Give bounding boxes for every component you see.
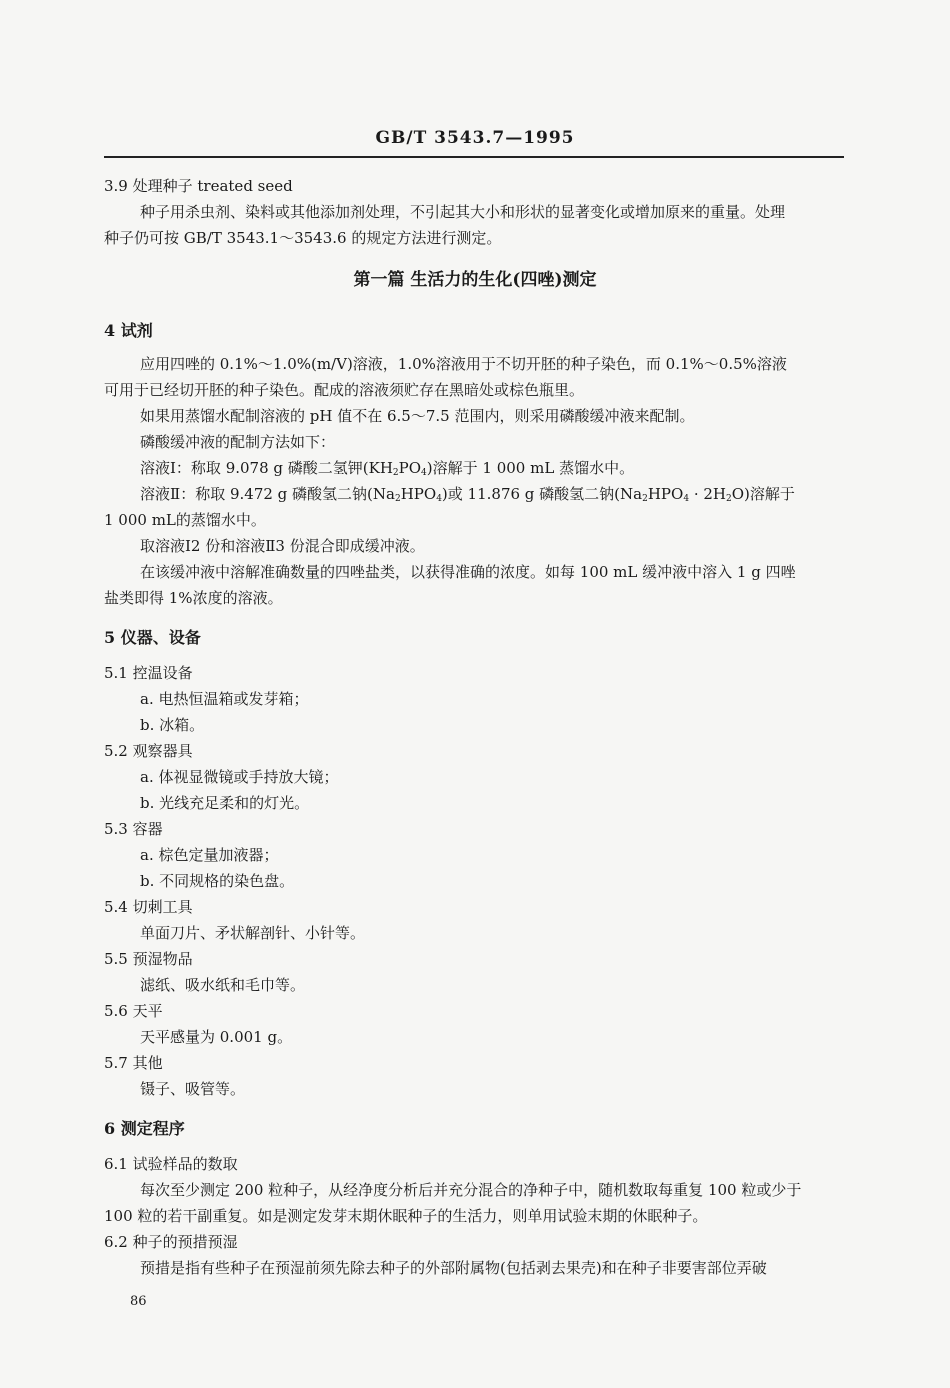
- reagent-line-2: 可用于已经切开胚的种子染色。配成的溶液须贮存在黑暗处或棕色瓶里。: [104, 381, 585, 399]
- section-5-2-heading: 5.2 观察器具: [104, 742, 193, 760]
- list-item: b. 不同规格的染色盘。: [140, 872, 295, 890]
- list-item: a. 棕色定量加液器；: [140, 846, 279, 864]
- section-6-1-line-1: 每次至少测定 200 粒种子，从经净度分析后并充分混合的净种子中，随机数取每重复 100 粒或少于: [140, 1181, 802, 1199]
- section-5-7-heading: 5.7 其他: [104, 1054, 163, 1072]
- section-6-2-heading: 6.2 种子的预措预湿: [104, 1233, 238, 1251]
- part-title: 第一篇 生活力的生化(四唑)测定: [353, 270, 597, 290]
- section-6-1-line-2: 100 粒的若干副重复。如是测定发芽末期休眠种子的生活力，则单用试验末期的休眠种子。: [104, 1207, 708, 1225]
- section-6-heading: 6 测定程序: [104, 1119, 185, 1138]
- reagent-line-1: 应用四唑的 0.1%～1.0%(m/V)溶液，1.0%溶液用于不切开胚的种子染色，而 0.1%～0.5%溶液: [140, 355, 787, 373]
- section-5-4-text: 单面刀片、矛状解剖针、小针等。: [140, 924, 366, 942]
- reagent-line-8: 取溶液Ⅰ2 份和溶液Ⅱ3 份混合即成缓冲液。: [140, 537, 425, 555]
- section-5-6-text: 天平感量为 0.001 g。: [140, 1028, 293, 1046]
- standard-code-header: GB/T 3543.7—1995: [375, 128, 575, 148]
- section-3-9-line-2: 种子仍可按 GB/T 3543.1～3543.6 的规定方法进行测定。: [104, 229, 502, 247]
- reagent-line-3: 如果用蒸馏水配制溶液的 pH 值不在 6.5～7.5 范围内，则采用磷酸缓冲液来配制。: [140, 407, 695, 425]
- header-rule: [104, 156, 844, 158]
- list-item: b. 光线充足柔和的灯光。: [140, 794, 310, 812]
- list-item: a. 体视显微镜或手持放大镜；: [140, 768, 339, 786]
- section-6-1-heading: 6.1 试验样品的数取: [104, 1155, 238, 1173]
- section-5-1-heading: 5.1 控温设备: [104, 664, 193, 682]
- section-5-5-text: 滤纸、吸水纸和毛巾等。: [140, 976, 306, 994]
- section-5-7-text: 镊子、吸管等。: [140, 1080, 246, 1098]
- reagent-line-10: 盐类即得 1%浓度的溶液。: [104, 589, 283, 607]
- reagent-line-7: 1 000 mL的蒸馏水中。: [104, 511, 266, 529]
- section-3-9-heading: 3.9 处理种子 treated seed: [104, 177, 293, 195]
- section-3-9-line-1: 种子用杀虫剂、染料或其他添加剂处理，不引起其大小和形状的显著变化或增加原来的重量。处理: [140, 203, 786, 221]
- section-5-5-heading: 5.5 预湿物品: [104, 950, 193, 968]
- reagent-line-9: 在该缓冲液中溶解准确数量的四唑盐类，以获得准确的浓度。如每 100 mL 缓冲液中溶入 1 g 四唑: [140, 563, 796, 581]
- page-number: 86: [130, 1294, 147, 1309]
- solution-1-line: 溶液Ⅰ：称取 9.078 g 磷酸二氢钾$(KH_2PO_4)$溶解于 1 000 mL 蒸馏水中。: [140, 459, 635, 478]
- section-4-heading: 4 试剂: [104, 321, 153, 340]
- reagent-line-4: 磷酸缓冲液的配制方法如下：: [140, 433, 336, 451]
- section-5-3-heading: 5.3 容器: [104, 820, 163, 838]
- section-5-4-heading: 5.4 切刺工具: [104, 898, 193, 916]
- section-5-heading: 5 仪器、设备: [104, 628, 201, 647]
- section-6-2-line-1: 预措是指有些种子在预湿前须先除去种子的外部附属物(包括剥去果壳)和在种子非要害部位弄破: [140, 1259, 767, 1277]
- section-5-6-heading: 5.6 天平: [104, 1002, 163, 1020]
- list-item: a. 电热恒温箱或发芽箱；: [140, 690, 309, 708]
- list-item: b. 冰箱。: [140, 716, 205, 734]
- solution-2-line: 溶液Ⅱ：称取 9.472 g 磷酸氢二钠$(Na_2HPO_4)$或 11.876 g 磷酸氢二钠$(Na_2HPO_4 \cdot 2H_2O)$溶解于: [140, 485, 795, 504]
